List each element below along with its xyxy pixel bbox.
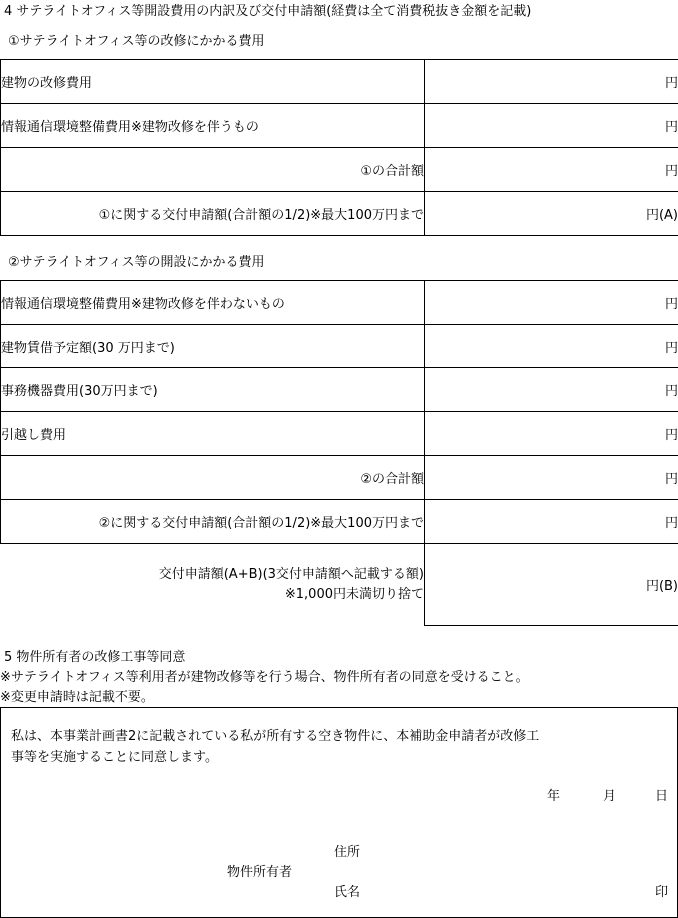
address-label: 住所 bbox=[334, 845, 361, 860]
request-row bbox=[1, 500, 678, 544]
grand-total-line1: 交付申請額(A+B)(3交付申請額へ記載する額) bbox=[158, 566, 424, 582]
name-label: 氏名 bbox=[334, 885, 361, 900]
row-label: 建物の改修費用 bbox=[1, 60, 425, 104]
row-label: 引越し費用 bbox=[1, 412, 425, 456]
request-label: ①に関する交付申請額(合計額の1/2)※最大100万円まで bbox=[1, 192, 425, 236]
section5-note1: ※サテライトオフィス等利用者が建物改修等を行う場合、物件所有者の同意を受けること。 bbox=[0, 670, 529, 685]
consent-box bbox=[0, 707, 678, 918]
row-label: 事務機器費用(30万円まで) bbox=[1, 368, 425, 412]
request-amount-field[interactable]: 円(A) bbox=[425, 192, 678, 236]
table-row bbox=[1, 368, 678, 412]
amount-field[interactable]: 円 bbox=[425, 325, 678, 368]
part1-table bbox=[0, 59, 678, 236]
total-amount-field[interactable]: 円 bbox=[425, 148, 678, 192]
row-label: 情報通信環境整備費用※建物改修を伴わないもの bbox=[1, 281, 425, 325]
grand-total-label bbox=[1, 544, 425, 626]
table-row bbox=[1, 281, 678, 325]
seal-label: 印 bbox=[655, 885, 669, 900]
date-day-label: 日 bbox=[655, 789, 669, 804]
total-label: ①の合計額 bbox=[1, 148, 425, 192]
request-row bbox=[1, 192, 678, 236]
amount-field[interactable]: 円 bbox=[425, 60, 678, 104]
consent-text-line2: 事等を実施することに同意します。 bbox=[11, 750, 218, 765]
table-row bbox=[1, 60, 678, 104]
grand-total-line2: ※1,000円未満切り捨て bbox=[284, 586, 424, 602]
total-row bbox=[1, 456, 678, 500]
consent-text-line1: 私は、本事業計画書2に記載されている私が所有する空き物件に、本補助金申請者が改修工 bbox=[11, 729, 540, 744]
total-row bbox=[1, 148, 678, 192]
request-label: ②に関する交付申請額(合計額の1/2)※最大100万円まで bbox=[1, 500, 425, 544]
request-amount-field[interactable]: 円 bbox=[425, 500, 678, 544]
part2-title: ②サテライトオフィス等の開設にかかる費用 bbox=[8, 255, 265, 270]
date-month-label: 月 bbox=[603, 789, 617, 804]
part1-title: ①サテライトオフィス等の改修にかかる費用 bbox=[8, 34, 265, 49]
part2-table bbox=[0, 280, 678, 626]
row-label: 情報通信環境整備費用※建物改修を伴うもの bbox=[1, 104, 425, 148]
owner-label: 物件所有者 bbox=[227, 865, 293, 880]
row-label: 建物賃借予定額(30 万円まで) bbox=[1, 325, 425, 368]
grand-total-amount-field[interactable]: 円(B) bbox=[425, 544, 678, 626]
table-row bbox=[1, 325, 678, 368]
amount-field[interactable]: 円 bbox=[425, 281, 678, 325]
amount-field[interactable]: 円 bbox=[425, 368, 678, 412]
section5-heading: 5 物件所有者の改修工事等同意 bbox=[4, 650, 186, 665]
total-label: ②の合計額 bbox=[1, 456, 425, 500]
table-row bbox=[1, 412, 678, 456]
section5-note2: ※変更申請時は記載不要。 bbox=[0, 690, 154, 705]
total-amount-field[interactable]: 円 bbox=[425, 456, 678, 500]
amount-field[interactable]: 円 bbox=[425, 412, 678, 456]
amount-field[interactable]: 円 bbox=[425, 104, 678, 148]
table-row bbox=[1, 104, 678, 148]
grand-total-row bbox=[1, 544, 678, 626]
date-year-label: 年 bbox=[547, 789, 561, 804]
section4-heading: 4 サテライトオフィス等開設費用の内訳及び交付申請額(経費は全て消費税抜き金額を記載) bbox=[4, 4, 532, 19]
